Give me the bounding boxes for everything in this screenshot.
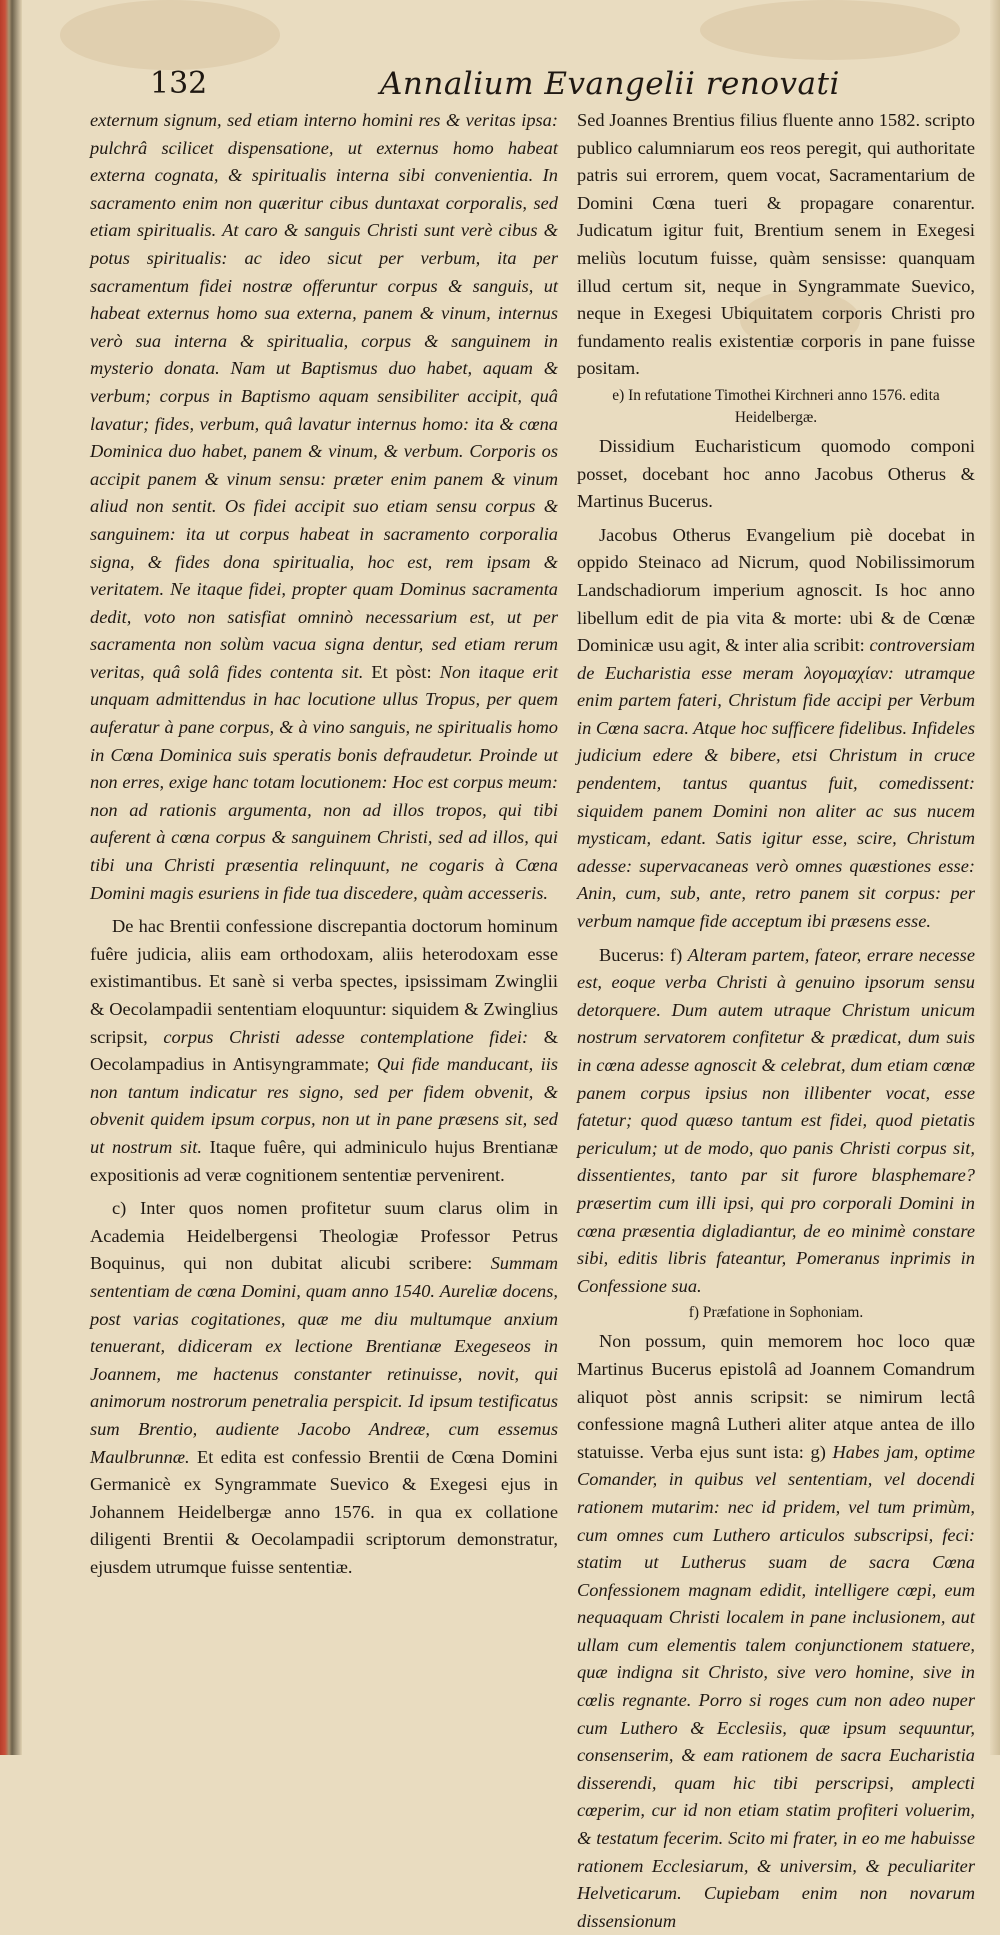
page-header [150,66,970,108]
body-text: Bucerus: f) [599,944,688,965]
body-text: Sed Joannes Brentius filius fluente anno 1582. scripto publico calumniarum eos reos peregit, qui authoritate patris sui errorem, quem vocat, Sacramentarium de Domini Cœna tueri & propagare conarentur. Judicatum igitur fuit, Brentium senem in Exegesi meliùs locutum fuisse, quàm sensisse: quanquam illud certum sit, neque in Syngrammate Suevico, neque in Exegesi Ubiquitatem corporis Christi pro fundamento realis existentiæ corporis in pane fuisse positam. [577,110,975,379]
paragraph [577,433,975,516]
quotation-text: Non itaque erit unquam admittendus in hac locutione ullus Tropus, per quem auferatur à pane corpus, & à vino sanguis, ne spiritualis homo in Cœna Dominica suis speratis bonis defraudetur. Proinde ut non erres, exige hanc totam locutionem: Hoc est corpus meum: non ad rationis argumenta, non ad illos tropos, qui tibi auferent à cœna corpus & sanguinem Christi, sed ad illos, qui tibi una Christi præsentia relinquunt, ne cogaris à Cœna Domini magis esuriens in fide tua discedere, quàm accesseris. [90,661,559,903]
footnote: e) In refutatione Timothei Kirchneri anno 1576. edita Heidelbergæ. [612,386,940,426]
page-edge-right [990,0,1000,1755]
paragraph [577,942,975,1301]
right-column [577,107,975,1935]
paper-stain [60,0,280,70]
paragraph [90,913,558,1189]
quotation-text: Summam sententiam de cœna Domini, quam anno 1540. Aureliæ docens, post varias cogitationes, quæ me diu multumque anxium tenuerant, didiceram ex lectione Brentianæ Exegeseos in Joannem, me hactenus constanter retinuisse, novit, qui animorum nostrorum penetralia perspicit. Id ipsum testificatus sum Brentio, audiente Jacobo Andreæ, cum essemus Maulbrunnæ. [90,1253,558,1467]
running-head: Annalium Evangelii renovati [380,66,840,102]
footnote: f) Præfatione in Sophoniam. [688,1304,864,1322]
body-text: Et edita est confessio Brentii de Cœna Domini Germanicè ex Syngrammate Suevico & Exegesi ejus in Johannem Heidelbergæ anno 1576. in qua ex collatione diligenti Brentii & Oecolampadii scriptorum demonstratur, ejusdem utrumque fuisse sententiæ. [90,1446,558,1577]
body-text: Non possum, quin memorem hoc loco quæ Martinus Bucerus epistolâ ad Joannem Comandrum aliquot pòst annis scripsit: se nimirum lectâ confessione magnâ Lutheri aliter atque antea de illo statuisse. Verba ejus sunt ista: g) [577,1331,975,1462]
page-edge-left [0,0,22,1755]
body-text: c) Inter quos nomen profitetur suum clarus olim in Academia Heidelbergensi Theologiæ Professor Petrus Boquinus, qui non dubitat alicubi scribere: [90,1198,558,1274]
body-text: & Oecolampadius in Antisyngrammate; [90,1026,559,1075]
paragraph [90,1195,558,1581]
paragraph [577,522,975,936]
left-column [90,107,558,1581]
body-text: Dissidium Eucharisticum quomodo componi posset, docebant hoc anno Jacobus Otherus & Martinus Bucerus. [577,435,975,512]
quotation-text: corpus Christi adesse contemplatione fidei: [163,1026,529,1047]
quotation-text: Qui fide manducant, iis non tantum indicatur res signo, sed per fidem obvenit, & obvenit quidem ipsum corpus, non ut in pane præsens sit, sed ut nostrum sit. [90,1054,559,1157]
paragraph [90,107,558,907]
quotation-text: Habes jam, optime Comander, in quibus vel sententiam, vel docendi rationem mutarim: nec id pridem, vel tum primùm, cum omnes cum Luthero articulos subscripsi, feci: statim ut Lutherus suam de sacra Cœna Confessionem magnam edidit, intelligere cœpi, eum nequaquam Christi localem in pane inclusionem, aut ullam cum elementis talem conjunctionem statuere, quæ indigna sit Christo, sive vero homine, sive in cœlis regnante. Porro si roges cum non adeo nuper cum Luthero & Ecclesiis, quæ ipsum sequuntur, consenserim, & eam rationem de sacra Eucharistia disserendi, quam hic tibi perscripsi, amplecti cœperim, cur id non etiam statim profiteri voluerim, & testatum fecerim. Scito mi frater, in eo me habuisse rationem Ecclesiarum, & universim, & peculiariter Helveticarum. Cupiebam enim non novarum dissensionum [577,1441,975,1931]
body-text: De hac Brentii confessione discrepantia doctorum hominum fuêre judicia, aliis eam orthodoxam, aliis heterodoxam esse existimantibus. Et sanè si verba spectes, ipsissimam Zwinglii & Oecolampadii sententiam eloquuntur: siquidem & Zwinglius scripsit, [90,916,558,1047]
paragraph [577,1328,975,1935]
quotation-text: controversiam de Eucharistia esse meram λογομαχίαν: utramque enim partem fateri, Christum fide accipi per Verbum in Cœna sacra. Atque hoc sufficere fidelibus. Infideles judicium edere & bibere, etsi Christum in cruce pendentem, tantus quantus fuit, comedissent: siquidem panem Domini non aliter ac sus nucem mysticam, edant. Satis igitur esse, scire, Christum adesse: supervacaneas verò omnes quæstiones esse: Anin, cum, sub, ante, retro panem sit corpus: per verbum namque fide acceptum ibi præsens esse. [577,635,975,932]
quotation-text: externum signum, sed etiam interno homini res & veritas ipsa: pulchrâ scilicet dispensatione, ut externus homo habeat externa cognata, & spiritualis interna sibi convenientia. In sacramento enim non quæritur cibus duntaxat corporalis, sed etiam spiritualis. At caro & sanguis Christi sunt verè cibus & potus spiritualis: ac ideo sicut per verbum, ita per sacramentum fidei nostræ offeruntur corpus & sanguis, ut habeat externus homo sua externa, panem & vinum, internus verò sua interna & spiritualia, corpus & sanguinem in mysterio donata. Nam ut Baptismus duo habet, aquam & verbum; corpus in Baptismo aquam sensibiliter accipit, quâ lavatur; fides, verbum, quâ lavatur internus homo: ita & cœna Dominica duo habet, panem & vinum, & verbum. Corporis os accipit panem & vinum sensu: præter enim panem & vinum aliud non sentit. Os fidei accipit suo etiam sensu corpus & sanguinem: ita ut corpus habeat in sacramento corporalia signa, & fides dona spiritualia, hoc est, rem ipsam & veritatem. Ne itaque fidei, propter quam Dominus sacramenta dedit, voto non satisfiat omninò necessarium est, ut per sacramenta non solùm vacua signa dentur, sed etiam rerum veritas, quâ solâ fides contenta sit. [90,110,558,682]
connector-text: Et pòst: [363,661,440,682]
paragraph [577,107,975,383]
body-text: Itaque fuêre, qui adminiculo hujus Brentianæ expositionis ad veræ cognitionem sententiæ pervenirent. [90,1136,559,1185]
paper-stain [700,0,960,60]
page-number: 132 [150,66,208,101]
body-text: Jacobus Otherus Evangelium piè docebat in oppido Steinaco ad Nicrum, quod Nobilissimorum Landschadiorum imperium agnoscit. Is hoc anno libellum edit de pia vita & morte: ubi & de Cœnæ Dominicæ usu agit, & inter alia scribit: [577,524,975,656]
quotation-text: Alteram partem, fateor, errare necesse est, eoque verba Christi à genuino ipsorum sensu detorquere. Dum autem utraque Christum unicum nostrum servatorem confitetur & prædicat, dum suis in cœna adesse agnoscit & celebrat, dum etiam cœnæ panem corpus ipsius non illibenter vocat, esse fatetur; quod quæso tantum est fidei, quod pietatis periculum; ut de modo, quo panis Christi corpus sit, dissentientes, tanto par sit furore blasphemare? præsertim cum illi ipsi, qui pro corporali Domini in cœna præsentia digladiantur, de eo minimè constare sibi, editis libris fateantur, Pomeranus inprimis in Confessione sua. [577,944,975,1296]
